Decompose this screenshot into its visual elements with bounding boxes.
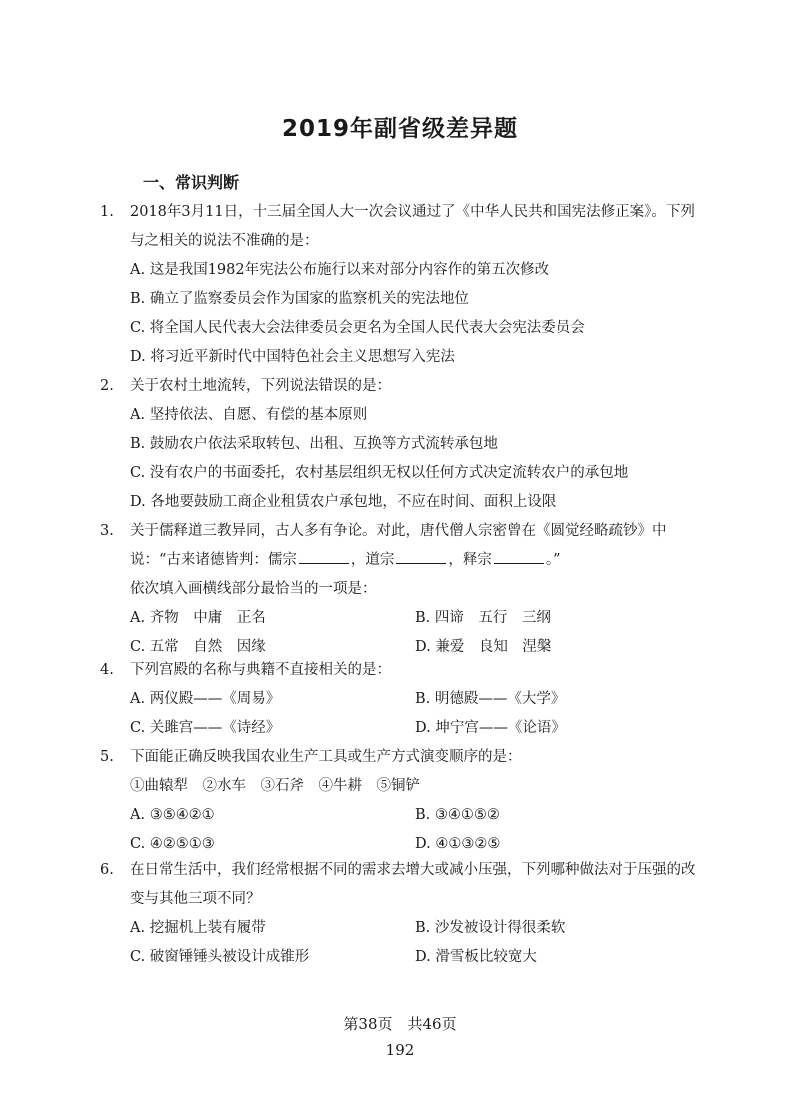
question-number: 5. xyxy=(100,749,114,765)
option-d: D. 各地要鼓励工商企业租赁农户承包地，不应在时间、面积上设限 xyxy=(130,494,557,510)
question-stem: 2018年3月11日，十三届全国人大一次会议通过了《中华人民共和国宪法修正案》。下列与之相关的说法不准确的是： xyxy=(130,204,695,249)
option-a: A. 两仪殿——《周易》 xyxy=(130,691,281,707)
section-heading: 一、常识判断 xyxy=(143,173,240,192)
question-number: 6. xyxy=(100,862,114,878)
question-6 xyxy=(100,856,700,972)
answer-blank xyxy=(494,549,544,564)
page-number: 192 xyxy=(385,1041,415,1059)
question-instruction: 依次填入画横线部分最恰当的一项是： xyxy=(130,581,377,597)
item-list: ①曲辕犁 ②水车 ③石斧 ④牛耕 ⑤铜铲 xyxy=(130,778,420,794)
page-footer-label: 第38页 共46页 xyxy=(343,1015,457,1033)
question-number: 4. xyxy=(100,662,114,678)
option-d: D. 坤宁宫——《论语》 xyxy=(415,720,566,736)
question-number: 2. xyxy=(100,378,114,394)
question-stem: 下列宫殿的名称与典籍不直接相关的是： xyxy=(130,662,391,678)
option-b: B. 确立了监察委员会作为国家的监察机关的宪法地位 xyxy=(130,291,469,307)
question-2 xyxy=(100,372,700,517)
option-c: C. 将全国人民代表大会法律委员会更名为全国人民代表大会宪法委员会 xyxy=(130,320,585,336)
question-stem xyxy=(130,517,700,575)
option-c: C. 破窗锤锤头被设计成锥形 xyxy=(130,949,310,965)
question-5 xyxy=(100,743,700,859)
option-a: A. ③⑤④②① xyxy=(130,807,215,823)
question-stem: 下面能正确反映我国农业生产工具或生产方式演变顺序的是： xyxy=(130,749,522,765)
question-stem: 关于农村土地流转，下列说法错误的是： xyxy=(130,378,391,394)
option-a: A. 挖掘机上装有履带 xyxy=(130,920,266,936)
option-b: B. 鼓励农户依法采取转包、出租、互换等方式流转承包地 xyxy=(130,436,498,452)
stem-part: ，道宗 xyxy=(350,552,395,568)
question-4 xyxy=(100,656,700,743)
option-c: C. 没有农户的书面委托，农村基层组织无权以任何方式决定流转农户的承包地 xyxy=(130,465,629,481)
stem-part: 。” xyxy=(545,552,561,568)
option-c: C. 五常 自然 因缘 xyxy=(130,639,266,655)
option-a: A. 齐物 中庸 正名 xyxy=(130,610,266,626)
option-d: D. 将习近平新时代中国特色社会主义思想写入宪法 xyxy=(130,349,455,365)
option-b: B. 明德殿——《大学》 xyxy=(415,691,566,707)
option-d: D. ④①③②⑤ xyxy=(415,836,501,852)
question-number: 1. xyxy=(100,204,114,220)
question-3 xyxy=(100,517,700,662)
question-1 xyxy=(100,198,700,372)
option-c: C. ④②⑤①③ xyxy=(130,836,215,852)
answer-blank xyxy=(299,549,349,564)
option-b: B. 四谛 五行 三纲 xyxy=(415,610,551,626)
option-b: B. 沙发被设计得很柔软 xyxy=(415,920,566,936)
question-number: 3. xyxy=(100,523,114,539)
option-a: A. 这是我国1982年宪法公布施行以来对部分内容作的第五次修改 xyxy=(130,262,550,278)
stem-part: 关于儒释道三教异同，古人多有争论。对此，唐代僧人宗密曾在《圆觉经略疏钞》中说：“古来诸德皆判：儒宗 xyxy=(130,523,667,568)
option-c: C. 关雎宫——《诗经》 xyxy=(130,720,281,736)
option-b: B. ③④①⑤② xyxy=(415,807,500,823)
option-d: D. 滑雪板比较宽大 xyxy=(415,949,537,965)
document-title: 2019年副省级差异题 xyxy=(281,116,518,142)
question-stem: 在日常生活中，我们经常根据不同的需求去增大或减小压强，下列哪种做法对于压强的改变与其他三项不同？ xyxy=(130,862,696,907)
option-d: D. 兼爱 良知 涅槃 xyxy=(415,639,552,655)
option-a: A. 坚持依法、自愿、有偿的基本原则 xyxy=(130,407,368,423)
stem-part: ，释宗 xyxy=(448,552,492,568)
answer-blank xyxy=(396,549,446,564)
